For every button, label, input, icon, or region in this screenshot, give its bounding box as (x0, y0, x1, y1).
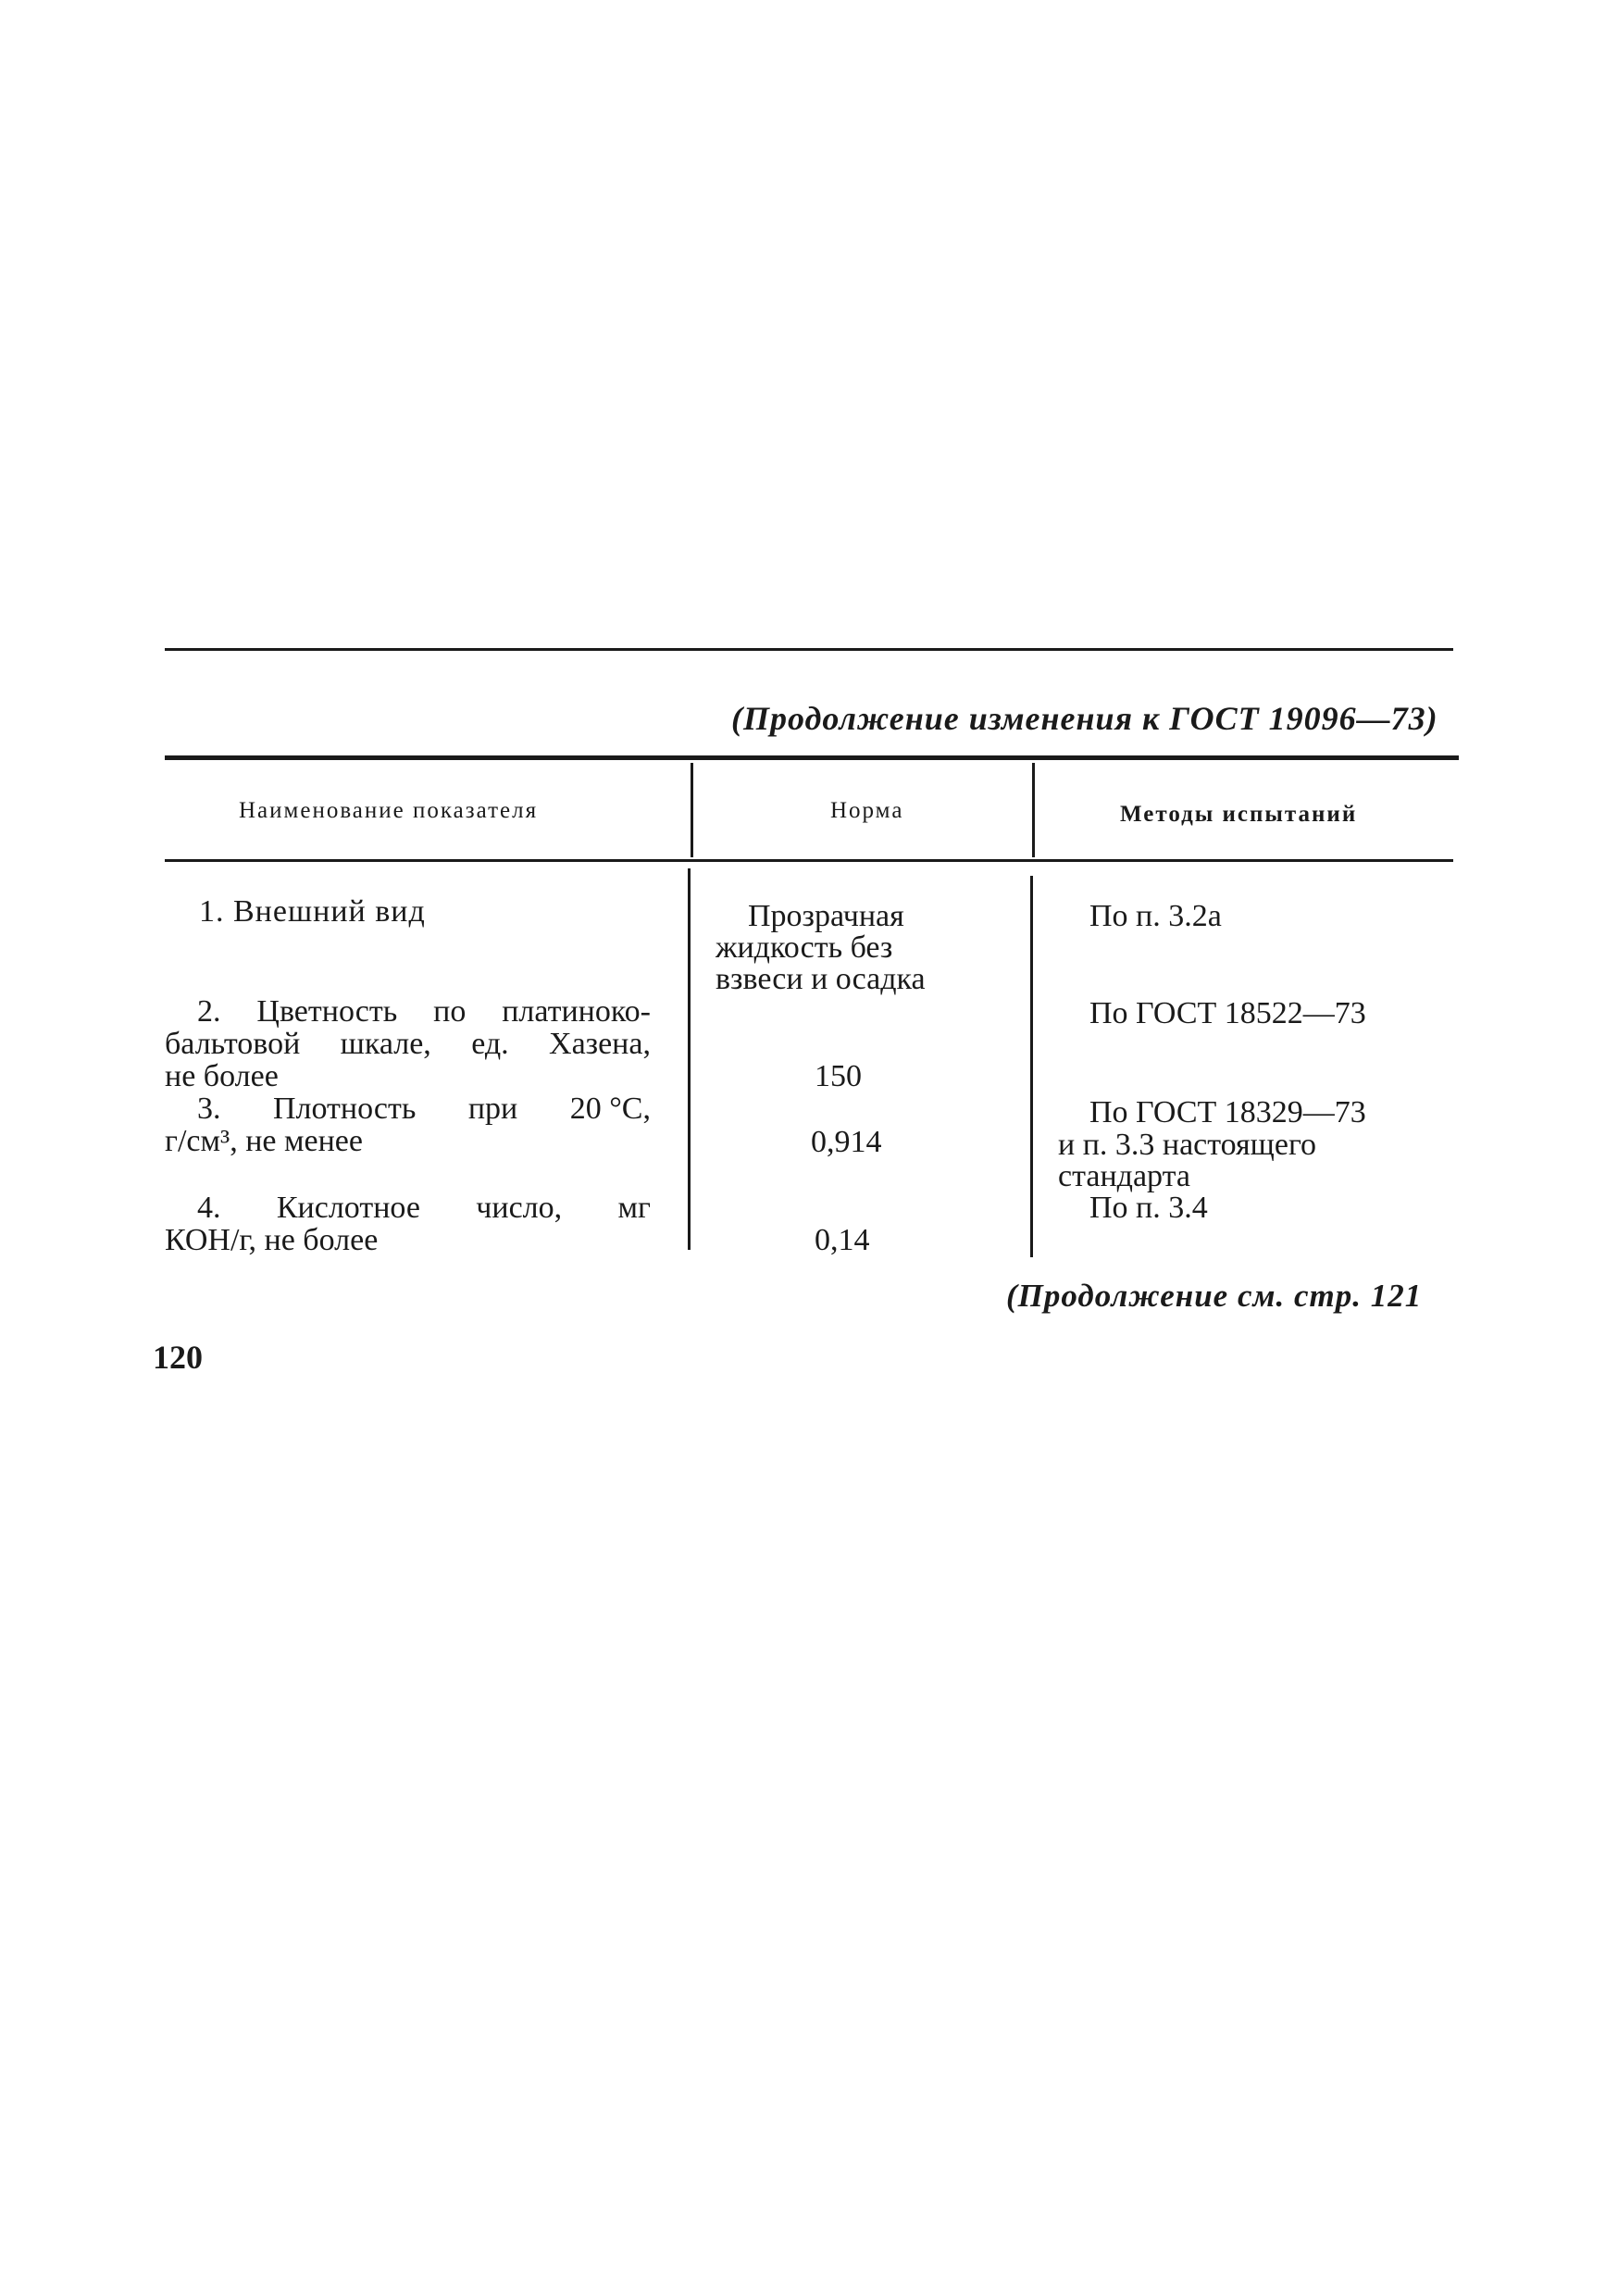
body-divider-2 (1030, 876, 1033, 1257)
row2-norm: 150 (815, 1059, 862, 1093)
row4-word-4: мг (617, 1191, 651, 1225)
body-divider-1 (688, 868, 691, 1250)
row2-name-line1 (197, 995, 651, 1029)
row2-word-2: Цветность (256, 994, 398, 1029)
continuation-footer: (Продолжение см. стр. 121 (1006, 1278, 1423, 1314)
row3-method-line2: и п. 3.3 настоящего (1058, 1128, 1317, 1162)
row2-word-4: платиноко- (502, 994, 651, 1029)
row2-word-5: бальтовой (165, 1027, 301, 1061)
row3-name-line2: г/см³, не менее (165, 1124, 363, 1158)
row2-name-line3: не более (165, 1059, 279, 1093)
row2-word-3: по (433, 994, 467, 1029)
row2-method: По ГОСТ 18522—73 (1089, 996, 1366, 1030)
row4-word-2: Кислотное (276, 1191, 420, 1225)
row3-word-3: при (467, 1092, 518, 1126)
row1-norm-line3: взвеси и осадка (716, 962, 926, 996)
row3-norm: 0,914 (811, 1125, 882, 1159)
header-bottom-rule (165, 859, 1453, 862)
row1-norm-line2: жидкость без (716, 930, 893, 965)
header-divider-2 (1032, 763, 1035, 857)
row3-name-line1 (197, 1092, 651, 1126)
row2-word-8: Хазена, (549, 1027, 651, 1061)
continuation-header: (Продолжение изменения к ГОСТ 19096—73) (731, 700, 1438, 737)
top-rule (165, 648, 1453, 651)
row1-norm-line1: Прозрачная (748, 899, 904, 933)
row3-method-line1: По ГОСТ 18329—73 (1089, 1095, 1366, 1129)
row2-word-7: ед. (471, 1027, 509, 1061)
row4-method: По п. 3.4 (1089, 1191, 1208, 1225)
row2-name-line2 (165, 1028, 651, 1061)
column-header-norm: Норма (830, 798, 904, 823)
page-number: 120 (153, 1339, 203, 1376)
row2-word-6: шкале, (340, 1027, 431, 1061)
row4-word-1: 4. (197, 1191, 221, 1225)
row2-word-1: 2. (197, 994, 221, 1029)
row1-method: По п. 3.2а (1089, 899, 1222, 933)
table-top-rule (165, 755, 1459, 760)
header-divider-1 (691, 763, 693, 857)
row3-word-1: 3. (197, 1092, 221, 1126)
row4-name-line1 (197, 1192, 651, 1225)
row3-method-line3: стандарта (1058, 1159, 1190, 1193)
row4-word-3: число, (476, 1191, 563, 1225)
row1-name: 1. Внешний вид (199, 894, 426, 929)
row4-name-line2: КОН/г, не более (165, 1223, 379, 1257)
row3-word-2: Плотность (272, 1092, 417, 1126)
column-header-name: Наименование показателя (239, 798, 539, 823)
row3-word-4: 20 °С, (569, 1092, 651, 1126)
row4-norm: 0,14 (815, 1223, 870, 1257)
column-header-methods: Методы испытаний (1120, 802, 1358, 827)
